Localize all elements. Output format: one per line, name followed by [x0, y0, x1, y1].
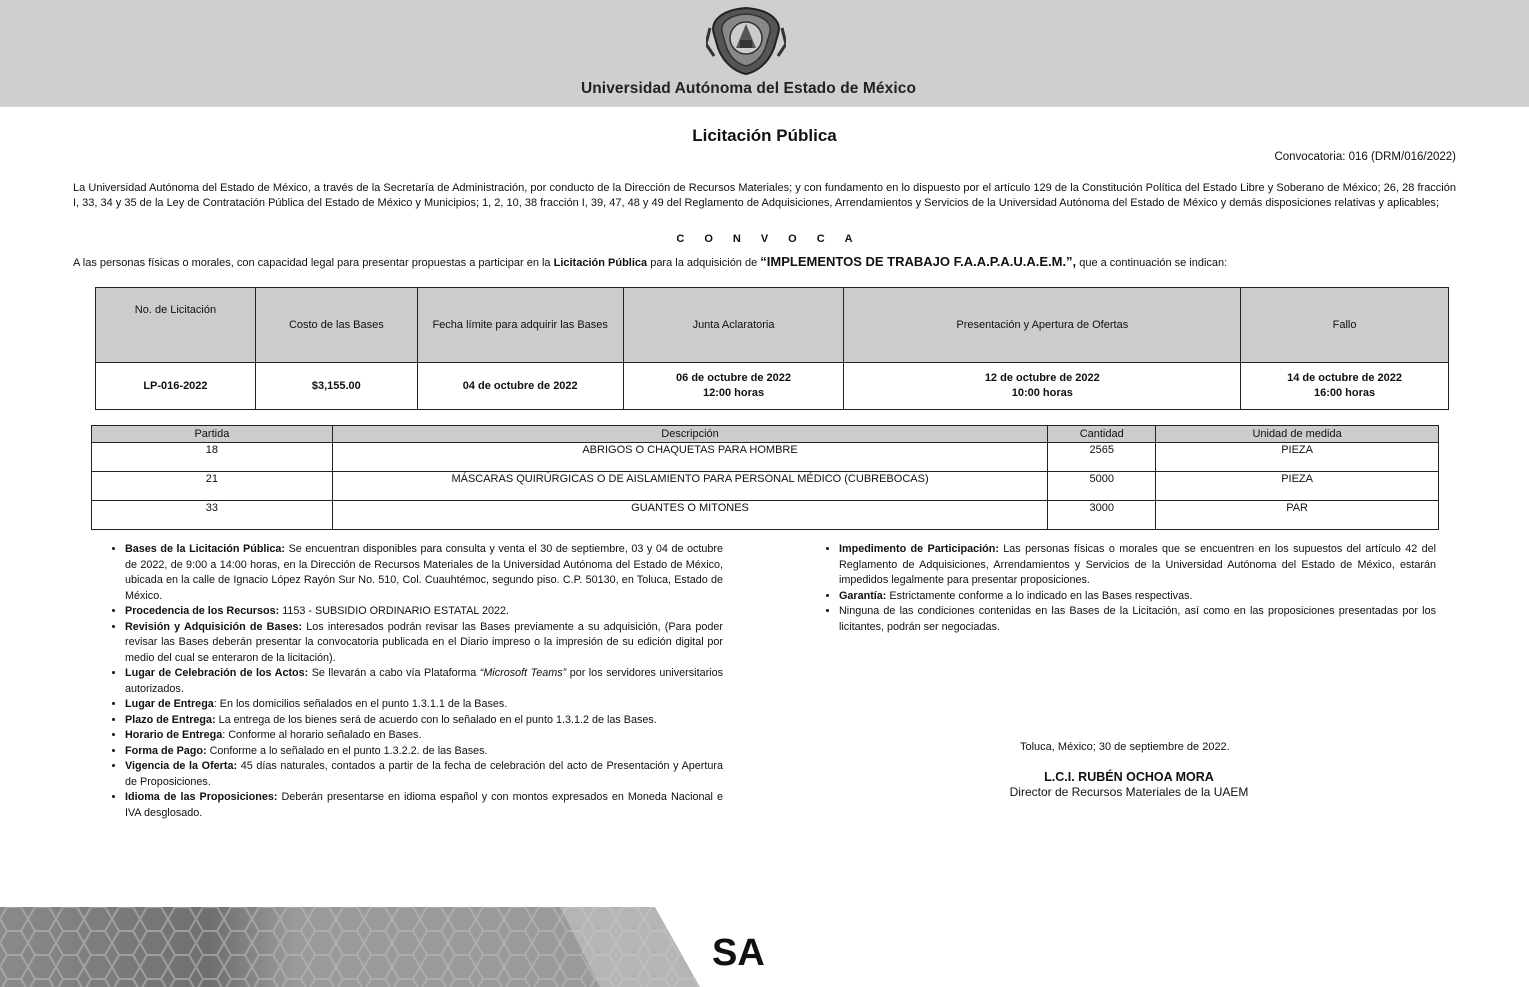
items-table	[91, 425, 1439, 530]
junta-time: 12:00 horas	[702, 387, 765, 399]
bullet-text: 45 días naturales, contados a partir de la fecha de celebración del acto de Presentación y Apertura de Proposiciones.	[125, 760, 723, 788]
tender-header-cell: Costo de las Bases	[255, 288, 417, 363]
list-item	[125, 759, 723, 790]
bullet-label: Procedencia de los Recursos:	[125, 605, 280, 617]
fallo-time: 16:00 horas	[1313, 387, 1376, 399]
tender-header-cell: Fallo	[1241, 288, 1449, 363]
bullet-label: Garantía:	[839, 589, 887, 602]
tender-header-cell: Junta Aclaratoria	[623, 288, 844, 363]
bullet-label: Plazo de Entrega:	[125, 713, 216, 726]
list-item	[125, 604, 723, 620]
bullet-text: Se encuentran disponibles para consulta y venta el 30 de septiembre, 03 y 04 de octubre de 2022, de 9:00 a 14:00 horas, en la Dirección de Recursos Materiales de la Universidad Autónoma del Estado de México, ubicada en la calle de Ignacio López Rayón Sur No. 510, Col. Cuauhtémoc, segundo piso. C.P. 50130, en Toluca, Estado de México.	[125, 543, 724, 602]
items-header-cell: Partida	[92, 426, 333, 443]
bullet-text: Estrictamente conforme a lo indicado en las Bases respectivas.	[886, 589, 1193, 602]
bullet-label: Idioma de las Proposiciones:	[125, 791, 278, 803]
page-title: Licitación Pública	[692, 126, 837, 145]
list-item	[125, 542, 723, 604]
tender-apertura	[844, 363, 1241, 410]
footer-label: SA	[712, 932, 765, 974]
uaem-crest-icon	[706, 4, 786, 76]
table-row	[92, 472, 1439, 501]
convocatoria-number: Convocatoria: 016 (DRM/016/2022)	[1274, 151, 1456, 163]
bullet-label: Lugar de Entrega	[125, 698, 214, 710]
list-item	[125, 728, 723, 744]
table-row	[92, 443, 1439, 472]
bullet-label: Revisión y Adquisición de Bases:	[125, 620, 303, 633]
tender-fallo	[1241, 363, 1449, 410]
tender-deadline: 04 de octubre de 2022	[417, 363, 623, 410]
invite-paragraph	[73, 254, 1227, 269]
tender-header-cell: No. de Licitación	[96, 288, 256, 363]
bullet-text: Conforme a lo señalado en el punto 1.3.2.2. de las Bases.	[206, 744, 488, 757]
junta-date: 06 de octubre de 2022	[676, 372, 791, 384]
invite-prefix: A las personas físicas o morales, con capacidad legal para presentar propuestas a participar en la	[73, 257, 554, 269]
conditions-list-left	[107, 542, 723, 821]
item-cantidad: 5000	[1048, 472, 1156, 501]
bullet-text: 1153 - SUBSIDIO ORDINARIO ESTATAL 2022.	[279, 605, 510, 617]
bullet-text: Los interesados podrán revisar las Bases previamente a su adquisición, (Para poder revisar las Bases deberán presentar la convocatoria publicada en el Diario impreso o la impresión de su edición digital por medio del cual se enteraron de la licitación).	[125, 620, 723, 664]
tender-junta	[623, 363, 844, 410]
bullet-text: Deberán presentarse en idioma español y con montos expresados en Moneda Nacional e IVA desglosado.	[125, 791, 723, 819]
item-cantidad: 3000	[1048, 501, 1156, 530]
bullet-text: Las personas físicas o morales que se encuentren en los supuestos del artículo 42 del Reglamento de Adquisiciones, Arrendamientos y Servicios de la Universidad Autónoma del Estado de México, estarán impedidos legalmente para presentar proposiciones.	[839, 543, 1436, 586]
bullet-label: Vigencia de la Oferta:	[125, 760, 238, 772]
header-band	[0, 0, 1529, 107]
bullet-text: La entrega de los bienes será de acuerdo con lo señalado en el punto 1.3.1.2 de las Bases.	[215, 713, 657, 726]
items-header-cell: Descripción	[332, 426, 1047, 443]
invite-bold-term: Licitación Pública	[553, 257, 648, 269]
list-item	[125, 697, 723, 713]
item-partida: 21	[92, 472, 333, 501]
conditions-list-right	[821, 542, 1436, 635]
list-item	[839, 604, 1436, 635]
bullet-text: Ninguna de las condiciones contenidas en las Bases de la Licitación, así como en las proposiciones presentadas por los licitantes, podrán ser negociadas.	[839, 605, 1436, 633]
convoca-heading: CONVOCA	[676, 233, 873, 245]
invite-suffix: que a continuación se indican:	[1076, 257, 1228, 269]
tender-header-cell: Presentación y Apertura de Ofertas	[844, 288, 1241, 363]
bullet-label: Forma de Pago:	[125, 744, 207, 757]
invite-object: “IMPLEMENTOS DE TRABAJO F.A.A.P.A.U.A.E.M.”,	[760, 254, 1077, 269]
list-item	[125, 620, 723, 667]
intro-paragraph: La Universidad Autónoma del Estado de México, a través de la Secretaría de Administración, por conducto de la Dirección de Recursos Materiales; y con fundamento en lo dispuesto por el artículo 129 de la Constitución Política del Estado Libre y Soberano de México; 26, 28 fracción I, 33, 34 y 35 de la Ley de Contratación Pública del Estado de México y Municipios; 1, 2, 10, 38 fracción I, 39, 47, 48 y 49 del Reglamento de Adquisiciones, Arrendamientos y Servicios de la Universidad Autónoma del Estado de México y demás disposiciones relativas y aplicables;	[73, 182, 1456, 209]
item-unidad: PIEZA	[1156, 443, 1439, 472]
tender-number: LP-016-2022	[96, 363, 256, 410]
invite-middle: para la adquisición de	[647, 257, 761, 269]
tender-header-cell: Fecha límite para adquirir las Bases	[417, 288, 623, 363]
bullet-label: Horario de Entrega	[125, 729, 223, 741]
item-partida: 33	[92, 501, 333, 530]
university-name: Universidad Autónoma del Estado de México	[580, 80, 917, 97]
tender-cost: $3,155.00	[255, 363, 417, 410]
item-partida: 18	[92, 443, 333, 472]
item-cantidad: 2565	[1048, 443, 1156, 472]
items-table-header	[92, 426, 1439, 443]
table-row	[92, 501, 1439, 530]
apertura-date: 12 de octubre de 2022	[984, 372, 1100, 384]
list-item	[125, 713, 723, 729]
items-header-cell: Unidad de medida	[1156, 426, 1439, 443]
fallo-date: 14 de octubre de 2022	[1287, 372, 1403, 384]
tender-table	[95, 287, 1449, 410]
tender-table-header	[96, 288, 1449, 363]
bullet-text: : Conforme al horario señalado en Bases.	[222, 729, 422, 741]
list-item	[839, 589, 1436, 605]
signer-name: L.C.I. RUBÉN OCHOA MORA	[1044, 770, 1214, 784]
apertura-time: 10:00 horas	[1011, 387, 1073, 399]
bullet-label: Bases de la Licitación Pública:	[125, 543, 286, 555]
place-date: Toluca, México; 30 de septiembre de 2022.	[1020, 741, 1230, 753]
list-item	[125, 744, 723, 760]
list-item	[125, 666, 723, 697]
bullet-label: Lugar de Celebración de los Actos:	[125, 667, 309, 679]
item-descripcion: MÁSCARAS QUIRÚRGICAS O DE AISLAMIENTO PARA PERSONAL MÉDICO (CUBREBOCAS)	[332, 472, 1047, 501]
signer-title: Director de Recursos Materiales de la UAEM	[1009, 785, 1249, 799]
item-descripcion: ABRIGOS O CHAQUETAS PARA HOMBRE	[332, 443, 1047, 472]
bullet-text: : En los domicilios señalados en el punto 1.3.1.1 de la Bases.	[213, 698, 508, 710]
bullet-label: Impedimento de Participación:	[839, 543, 999, 555]
bullet-text: por los servidores universitarios autorizados.	[125, 667, 723, 695]
items-header-cell: Cantidad	[1048, 426, 1156, 443]
bullet-italic: “Microsoft Teams”	[479, 667, 567, 679]
item-descripcion: GUANTES O MITONES	[332, 501, 1047, 530]
list-item	[125, 790, 723, 821]
bullet-text: Se llevarán a cabo vía Plataforma	[308, 667, 480, 679]
tender-table-row	[96, 363, 1449, 410]
list-item	[839, 542, 1436, 589]
item-unidad: PAR	[1156, 501, 1439, 530]
item-unidad: PIEZA	[1156, 472, 1439, 501]
